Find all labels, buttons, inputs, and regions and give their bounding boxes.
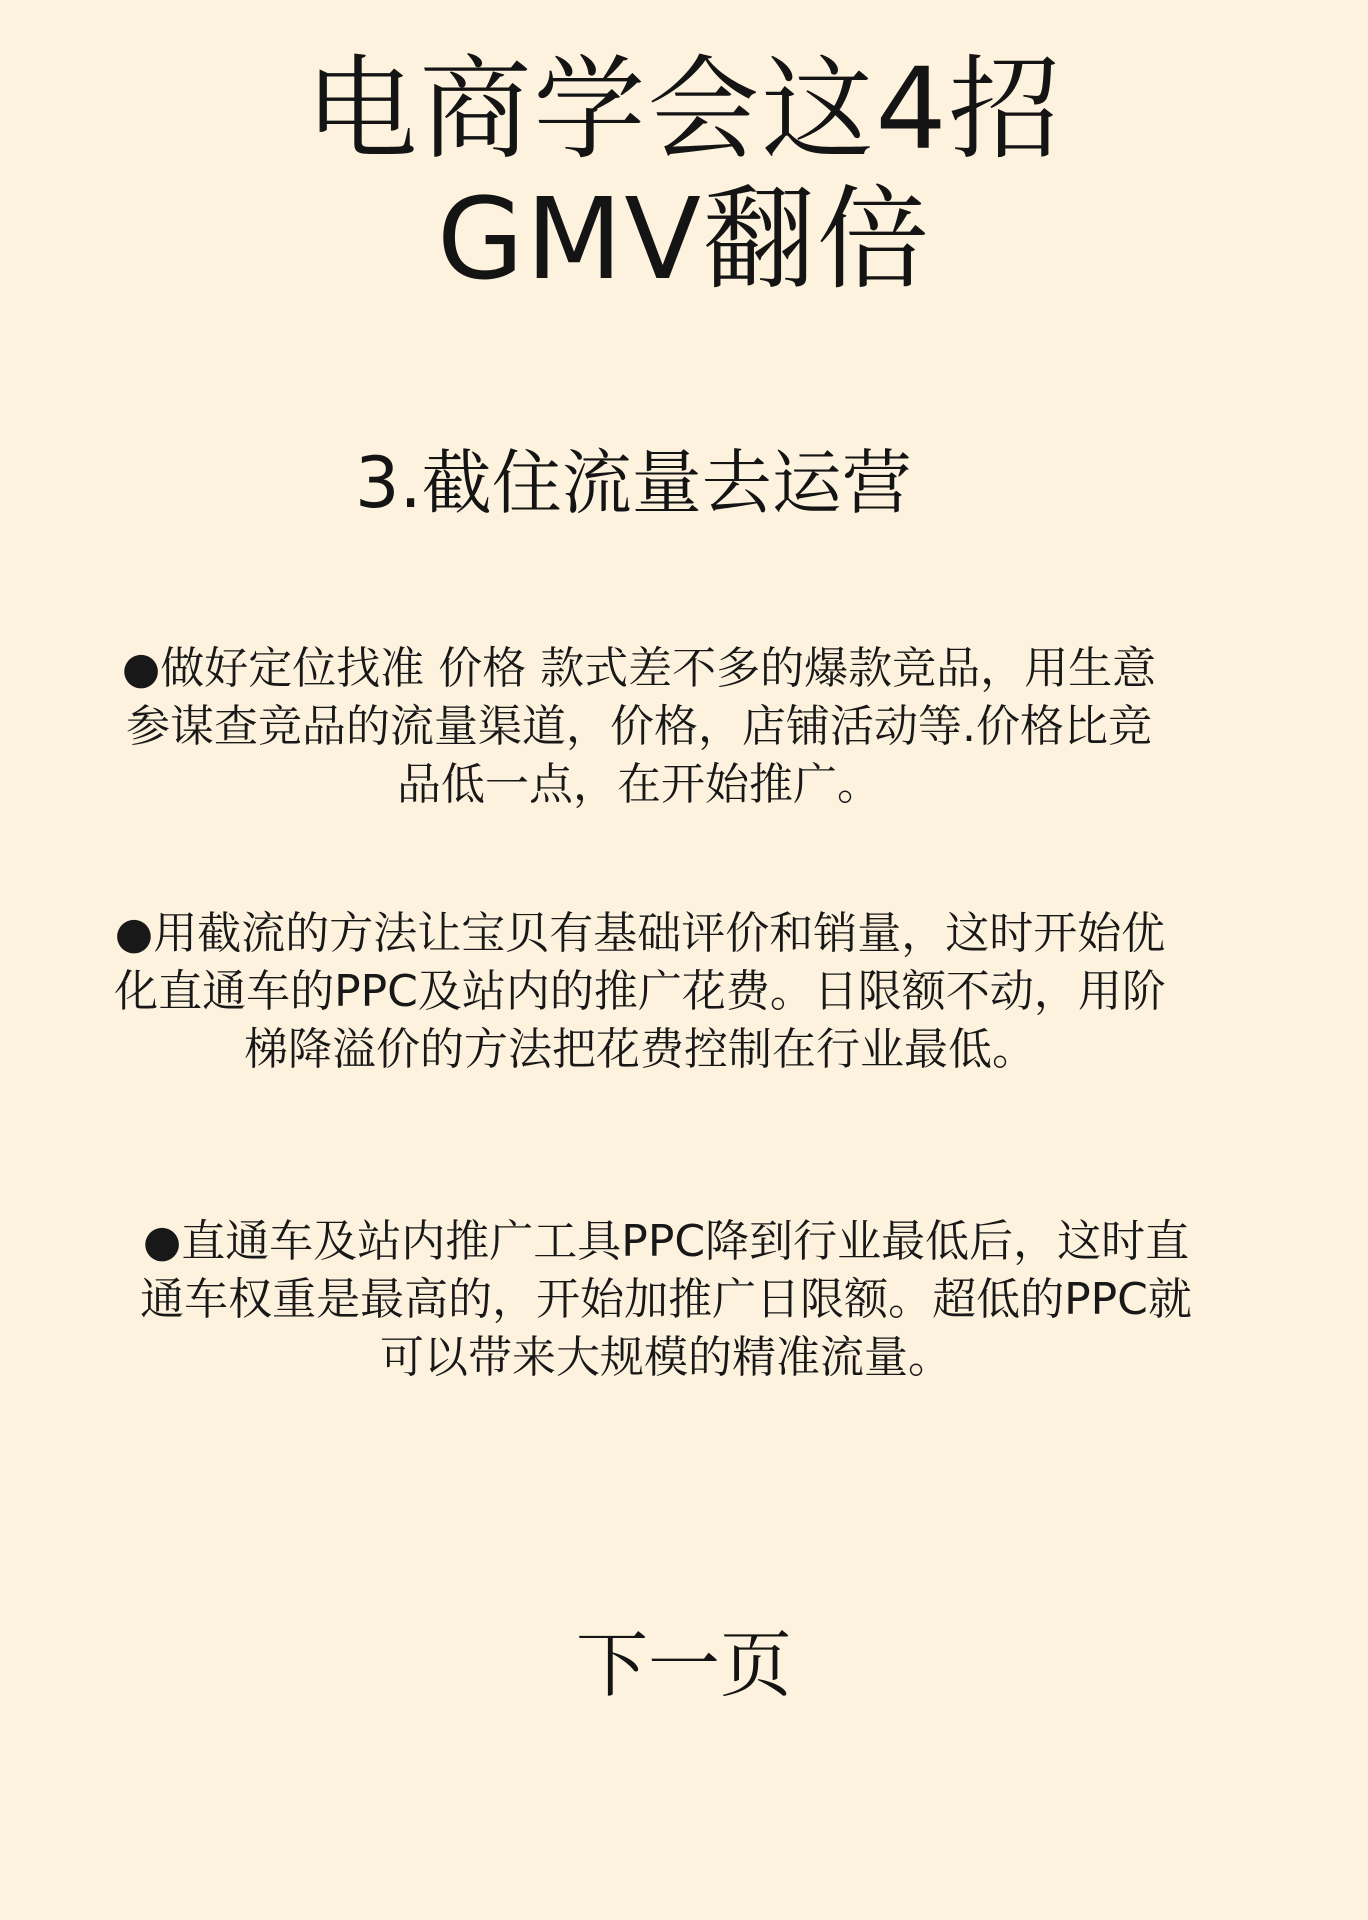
paragraph-positioning [78,640,1200,814]
paragraph-line: 品低一点，在开始推广。 [397,759,881,810]
title-line-1: 电商学会这4招 [305,45,1063,175]
paragraph-line: ●直通车及站内推广工具PPC降到行业最低后，这时直 [142,1216,1190,1267]
title-line-2: GMV翻倍 [436,175,932,305]
paragraph-line: ●用截流的方法让宝贝有基础评价和销量，这时开始优 [114,908,1166,959]
next-page-link[interactable]: 下一页 [575,1623,792,1707]
paragraph-line: ●做好定位找准 价格 款式差不多的爆款竞品，用生意 [121,643,1157,694]
paragraph-intercept-traffic [66,905,1214,1079]
paragraph-line: 化直通车的PPC及站内的推广花费。日限额不动，用阶 [114,966,1166,1017]
paragraph-line: 梯降溢价的方法把花费控制在行业最低。 [244,1024,1036,1075]
section-heading: 3.截住流量去运营 [355,442,912,524]
paragraph-line: 可以带来大规模的精准流量。 [380,1332,952,1383]
paragraph-line: 通车权重是最高的，开始加推广日限额。超低的PPC就 [140,1274,1192,1325]
paragraph-ppc-scaling [66,1213,1266,1387]
paragraph-line: 参谋查竞品的流量渠道，价格，店铺活动等.价格比竞 [126,701,1152,752]
